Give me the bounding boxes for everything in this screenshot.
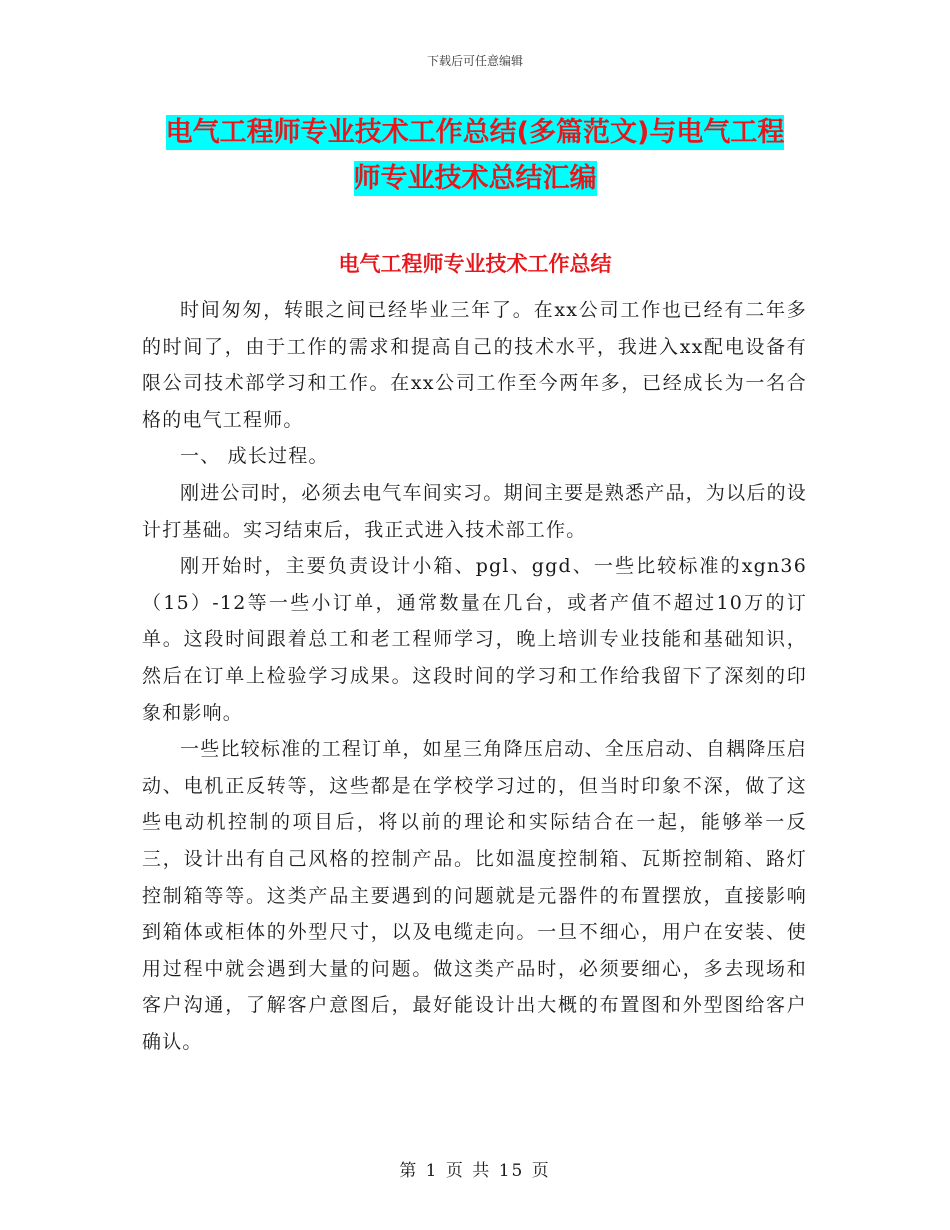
title-line-2: 师专业技术总结汇编 <box>353 163 597 194</box>
paragraph: 一、 成长过程。 <box>180 445 329 468</box>
paragraph: 时间匆匆，转眼之间已经毕业三年了。在xx公司工作也已经有二年多的时间了，由于工作的需求和提高自己的技术水平，我进入xx配电设备有限公司技术部学习和工作。在xx公司工作至今两年多，已经成长为一名合格的电气工程师。 <box>142 299 807 431</box>
document-title <box>100 110 850 202</box>
section-title: 电气工程师专业技术工作总结 <box>338 252 612 276</box>
page-footer: 第 1 页 共 15 页 <box>399 1161 551 1181</box>
paragraph: 刚开始时，主要负责设计小箱、pgl、ggd、一些比较标准的xgn36（15）-12等一些小订单，通常数量在几台，或者产值不超过10万的订单。这段时间跟着总工和老工程师学习，晚上培训专业技能和基础知识，然后在订单上检验学习成果。这段时间的学习和工作给我留下了深刻的印象和影响。 <box>142 555 807 724</box>
paragraph: 一些比较标准的工程订单，如星三角降压启动、全压启动、自耦降压启动、电机正反转等，这些都是在学校学习过的，但当时印象不深，做了这些电动机控制的项目后，将以前的理论和实际结合在一起，能够举一反三，设计出有自己风格的控制产品。比如温度控制箱、瓦斯控制箱、路灯控制箱等等。这类产品主要遇到的问题就是元器件的布置摆放，直接影响到箱体或柜体的外型尺寸，以及电缆走向。一旦不细心，用户在安装、使用过程中就会遇到大量的问题。做这类产品时，必须要细心，多去现场和客户沟通，了解客户意图后，最好能设计出大概的布置图和外型图给客户确认。 <box>142 738 807 1053</box>
body-text <box>142 292 807 1060</box>
header-note: 下载后可任意编辑 <box>426 54 523 68</box>
paragraph: 刚进公司时，必须去电气车间实习。期间主要是熟悉产品，为以后的设计打基础。实习结束后，我正式进入技术部工作。 <box>142 481 807 541</box>
title-line-1: 电气工程师专业技术工作总结(多篇范文)与电气工程 <box>165 117 785 148</box>
